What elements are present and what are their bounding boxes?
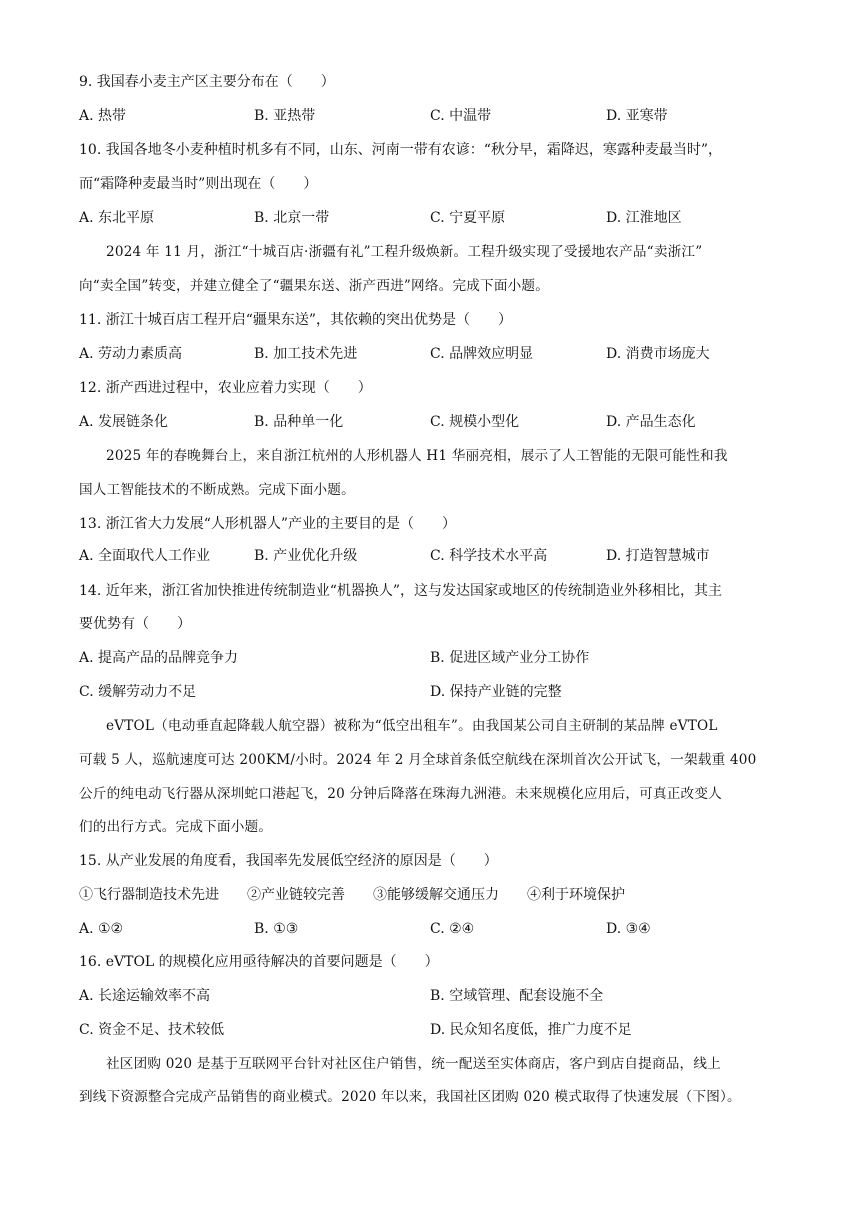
passage-o2o-line-1: 社区团购 020 是基于互联网平台针对社区住户销售，统一配送至实体商店，客户到店自提商品，线上 [106,1056,721,1072]
q9-stem: 9. 我国春小麦主产区主要分布在（ ） [79,74,335,90]
q10-option-d: D. 江淮地区 [606,210,682,226]
passage-zhejiang-line-1: 2024 年 11 月，浙江“十城百店·浙疆有礼”工程升级焕新。工程升级实现了受援地农产品“卖浙江” [106,244,703,260]
q9-option-c: C. 中温带 [430,108,492,124]
q14-option-d: D. 保持产业链的完整 [430,684,562,700]
passage-robot-line-2: 国人工智能技术的不断成熟。完成下面小题。 [79,482,355,498]
q10-stem-line-1: 10. 我国各地冬小麦种植时机多有不同，山东、河南一带有农谚：“秋分早，霜降迟，寒露种麦最当时”， [79,142,723,158]
passage-evtol-line-2: 可载 5 人，巡航速度可达 200KM/小时。2024 年 2 月全球首条低空航线在深圳首次公开试飞，一架载重 400 [79,752,757,768]
q16-stem: 16. eVTOL 的规模化应用亟待解决的首要问题是（ ） [79,954,439,970]
q10-option-b: B. 北京一带 [254,210,330,226]
q11-option-c: C. 品牌效应明显 [430,346,534,362]
q12-option-b: B. 品种单一化 [254,414,344,430]
q15-option-b: B. ①③ [254,921,299,937]
q12-stem: 12. 浙产西进过程中，农业应着力实现（ ） [79,380,372,396]
q11-stem: 11. 浙江十城百店工程开启“疆果东送”，其依赖的突出优势是（ ） [79,312,513,328]
q10-option-a: A. 东北平原 [79,210,155,226]
q11-option-a: A. 劳动力素质高 [79,346,183,362]
q11-option-d: D. 消费市场庞大 [606,346,710,362]
q14-stem-line-1: 14. 近年来，浙江省加快推进传统制造业“机器换人”，这与发达国家或地区的传统制造业外移相比，其主 [79,583,723,599]
q9-option-b: B. 亚热带 [254,108,316,124]
q9-option-a: A. 热带 [79,108,127,124]
q14-stem-line-2: 要优势有（ ） [79,616,191,632]
passage-evtol-line-4: 们的出行方式。完成下面小题。 [79,819,273,835]
q15-option-a: A. ①② [79,921,124,937]
q12-option-c: C. 规模小型化 [430,414,520,430]
q12-option-a: A. 发展链条化 [79,414,169,430]
q10-option-c: C. 宁夏平原 [430,210,506,226]
q15-option-c: C. ②④ [430,921,475,937]
q14-option-c: C. 缓解劳动力不足 [79,684,197,700]
q14-option-b: B. 促进区域产业分工协作 [430,650,590,666]
passage-evtol-line-3: 公斤的纯电动飞行器从深圳蛇口港起飞，20 分钟后降落在珠海九洲港。未来规模化应用后，可真正改变人 [79,786,722,802]
q13-option-d: D. 打造智慧城市 [606,548,710,564]
q16-option-a: A. 长途运输效率不高 [79,988,211,1004]
passage-zhejiang-line-2: 向“卖全国”转变，并建立健全了“疆果东送、浙产西进”网络。完成下面小题。 [79,278,549,294]
passage-robot-line-1: 2025 年的春晚舞台上，来自浙江杭州的人形机器人 H1 华丽亮相，展示了人工智能的无限可能性和我 [106,448,728,464]
q16-option-c: C. 资金不足、技术较低 [79,1022,225,1038]
q11-option-b: B. 加工技术先进 [254,346,358,362]
q14-option-a: A. 提高产品的品牌竞争力 [79,650,239,666]
q15-option-d: D. ③④ [606,921,651,937]
passage-evtol-line-1: eVTOL（电动垂直起降载人航空器）被称为“低空出租车”。由我国某公司自主研制的某品牌 eVTOL [106,718,718,734]
q16-option-d: D. 民众知名度低，推广力度不足 [430,1022,632,1038]
q12-option-d: D. 产品生态化 [606,414,696,430]
q10-stem-line-2: 而“霜降种麦最当时”则出现在（ ） [79,176,318,192]
q13-option-a: A. 全面取代人工作业 [79,548,211,564]
q13-option-b: B. 产业优化升级 [254,548,358,564]
q9-option-d: D. 亚寒带 [606,108,668,124]
q13-option-c: C. 科学技术水平高 [430,548,548,564]
q15-statements: ①飞行器制造技术先进 ②产业链较完善 ③能够缓解交通压力 ④利于环境保护 [79,887,625,903]
passage-o2o-line-2: 到线下资源整合完成产品销售的商业模式。2020 年以来，我国社区团购 020 模式取得了快速发展（下图）。 [79,1089,741,1105]
q15-stem: 15. 从产业发展的角度看，我国率先发展低空经济的原因是（ ） [79,853,498,869]
q16-option-b: B. 空域管理、配套设施不全 [430,988,604,1004]
q13-stem: 13. 浙江省大力发展“人形机器人”产业的主要目的是（ ） [79,516,457,532]
